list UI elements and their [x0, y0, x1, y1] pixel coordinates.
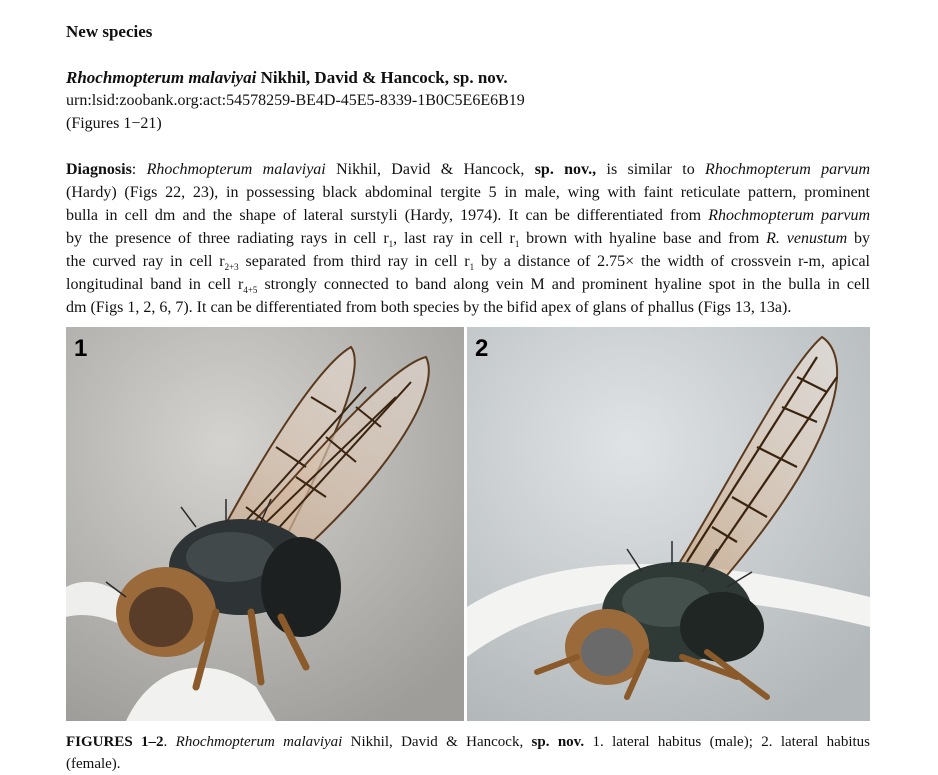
diagnosis-line-4 [66, 227, 870, 250]
diagnosis-label: Diagnosis [66, 161, 132, 178]
diagnosis-line-5 [66, 250, 870, 273]
figure-2-plate [467, 327, 870, 721]
figure-caption [66, 731, 870, 775]
caption-line-1 [66, 731, 870, 753]
figure-2-label: 2 [475, 335, 489, 362]
diagnosis-line-3 [66, 204, 870, 227]
section-heading: New species [66, 22, 153, 41]
species-name: Rhochmopterum malaviyai [66, 68, 257, 87]
text-run: by a distance of 2.75× the width of crossvein r-m, apical [474, 253, 870, 270]
text-run: Nikhil, David & Hancock, [342, 734, 532, 750]
diagnosis-line-2: (Hardy) (Figs 22, 23), in possessing black abdominal tergite 5 in male, wing with faint reticulate pattern, prominent [66, 184, 870, 201]
caption-sp-nov: sp. nov. [531, 734, 585, 750]
text-run: . [163, 734, 176, 750]
caption-species: Rhochmopterum malaviyai [175, 734, 343, 750]
diagnosis-line-7: dm (Figs 1, 2, 6, 7). It can be differentiated from both species by the bifid apex of glans of phallus (Figs 13, 13a). [66, 299, 792, 316]
zoobank-urn: urn:lsid:zoobank.org:act:54578259-BE4D-45E5-8339-1B0C5E6E6B19 [66, 92, 525, 109]
subscript: 1 [388, 239, 394, 249]
subscript: 4+5 [243, 285, 258, 295]
text-run: by [847, 230, 871, 247]
diagnosis-line-6 [66, 273, 870, 296]
figure-references: (Figures 1−21) [66, 115, 162, 132]
subscript: 2+3 [224, 262, 239, 272]
text-run: : [131, 161, 147, 178]
text-run: longitudinal band in cell r [66, 276, 244, 293]
figure-1-plate [66, 327, 464, 721]
diagnosis-line-1 [66, 158, 870, 181]
text-run: , last ray in cell r [393, 230, 515, 247]
text-run: strongly connected to band along vein M and prominent hyaline spot in the bulla in cell [257, 276, 870, 293]
fly-photo-male [66, 327, 464, 721]
species-title [66, 68, 508, 88]
text-run: separated from third ray in cell r [238, 253, 470, 270]
diagnosis-paragraph [66, 158, 870, 319]
species-name-italic: Rhochmopterum parvum [705, 161, 871, 178]
sp-nov-bold: sp. nov., [534, 161, 597, 178]
text-run: bulla in cell dm and the shape of lateral surstyli (Hardy, 1974). It can be differentiated from [66, 207, 709, 224]
text-run: Nikhil, David & Hancock, [325, 161, 535, 178]
species-name-italic: R. venustum [766, 230, 848, 247]
text-run: 1. lateral habitus (male); 2. lateral habitus [584, 734, 870, 750]
figure-1-label: 1 [74, 335, 88, 362]
text-run: by the presence of three radiating rays in cell r [66, 230, 389, 247]
caption-prefix: FIGURES 1–2 [66, 734, 164, 750]
text-run: brown with hyaline base and from [519, 230, 767, 247]
subscript: 1 [469, 262, 475, 272]
text-run: is similar to [596, 161, 706, 178]
species-name-italic: Rhochmopterum parvum [708, 207, 870, 224]
figure-plates [66, 327, 870, 721]
species-name-italic: Rhochmopterum malaviyai [146, 161, 326, 178]
species-authors: Nikhil, David & Hancock, sp. nov. [260, 68, 508, 87]
text-run: the curved ray in cell r [66, 253, 225, 270]
fly-photo-female [467, 327, 870, 721]
caption-line-2: (female). [66, 756, 121, 772]
subscript: 1 [514, 239, 520, 249]
